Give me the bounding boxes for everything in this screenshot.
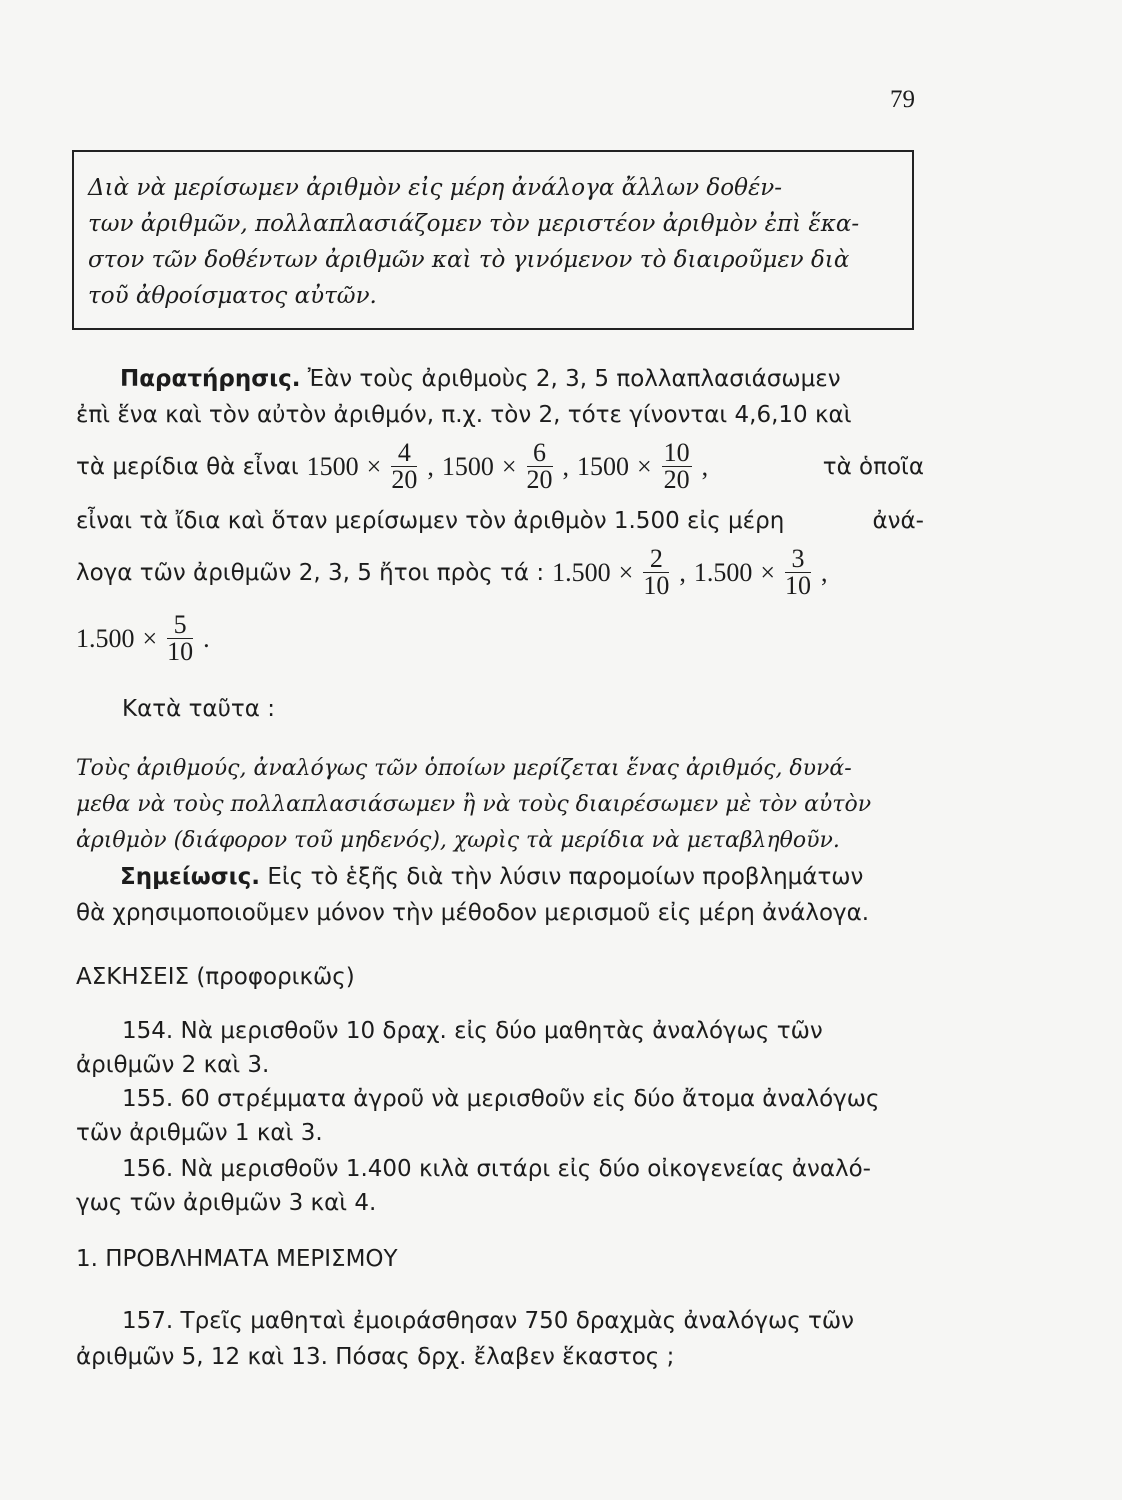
remark-text: ἀνά- <box>872 508 924 534</box>
conclusion-line: ἀριθμὸν (διάφορον τοῦ μηδενός), χωρὶς τὰ μερίδια νὰ μεταβληθοῦν. <box>76 828 840 853</box>
fraction-whole: 1.500 <box>76 623 135 653</box>
problem-item: 157. Τρεῖς μαθηταὶ ἐμοιράσθησαν 750 δραχμὰς ἀναλόγως τῶν <box>122 1308 854 1334</box>
remark-line-5 <box>76 546 828 599</box>
remark-line-3 <box>76 440 924 493</box>
remark-text: εἶναι τὰ ἴδια καὶ ὅταν μερίσωμεν τὸν ἀριθμὸν 1.500 εἰς μέρη <box>76 508 785 534</box>
fraction-whole: 1500 <box>306 451 359 481</box>
remark-line-2 <box>76 402 924 428</box>
problem-item-cont: ἀριθμῶν 5, 12 καὶ 13. Πόσας δρχ. ἔλαβεν ἕκαστος ; <box>76 1344 675 1370</box>
note-line-1 <box>76 864 924 890</box>
note-line-2: θὰ χρησιμοποιοῦμεν μόνον τὴν μέθοδον μερισμοῦ εἰς μέρη ἀνάλογα. <box>76 900 870 926</box>
fraction: $\frac{10}{20}$ <box>663 438 690 494</box>
fraction: $\frac{6}{20}$ <box>526 438 553 494</box>
problems-heading: 1. ΠΡΟΒΛΗΜΑΤΑ ΜΕΡΙΣΜΟΥ <box>76 1246 398 1272</box>
note-text: Εἰς τὸ ἑξῆς διὰ τὴν λύσιν παρομοίων προβλημάτων <box>267 864 864 890</box>
fraction-row: λογα τῶν ἀριθμῶν 2, 3, 5 ἤτοι πρὸς τά : 1.500 × $\frac{2}{10}$ , 1.500 × $\frac{3}{10}$ , <box>76 544 828 600</box>
fraction: $\frac{3}{10}$ <box>785 544 811 600</box>
exercise-item-cont: γως τῶν ἀριθμῶν 3 καὶ 4. <box>76 1190 377 1216</box>
fraction-whole: 1500 <box>577 451 629 481</box>
exercise-item: 156. Νὰ μερισθοῦν 1.400 κιλὰ σιτάρι εἰς δύο οἰκογενείας ἀναλό- <box>122 1156 871 1182</box>
rule-line: στον τῶν δοθέντων ἀριθμῶν καὶ τὸ γινόμενον τὸ διαιροῦμεν διὰ <box>88 247 850 273</box>
remark-text: τὰ ὁποῖα <box>822 453 924 480</box>
exercise-item: 155. 60 στρέμματα ἀγροῦ νὰ μερισθοῦν εἰς δύο ἄτομα ἀναλόγως <box>122 1086 880 1112</box>
remark-line-1 <box>76 366 924 392</box>
remark-line-4 <box>76 508 924 534</box>
fraction-whole: 1.500 <box>693 557 753 587</box>
rule-box <box>72 150 914 330</box>
remark-text: Ἐὰν τοὺς ἀριθμοὺς 2, 3, 5 πολλαπλασιάσωμεν <box>307 366 841 392</box>
remark-label: Παρατήρησις. <box>120 366 301 392</box>
rule-line: Διὰ νὰ μερίσωμεν ἀριθμὸν εἰς μέρη ἀνάλογα ἄλλων δοθέν- <box>88 175 783 201</box>
rule-line: τοῦ ἀθροίσματος αὐτῶν. <box>88 283 377 309</box>
rule-line: των ἀριθμῶν, πολλαπλασιάζομεν τὸν μεριστέον ἀριθμὸν ἐπὶ ἕκα- <box>88 211 860 237</box>
remark-text: τὰ μερίδια θὰ εἶναι <box>76 453 299 480</box>
page-number: 79 <box>890 86 915 113</box>
exercises-heading: ΑΣΚΗΣΕΙΣ (προφορικῶς) <box>76 964 355 990</box>
exercise-item: 154. Νὰ μερισθοῦν 10 δραχ. εἰς δύο μαθητὰς ἀναλόγως τῶν <box>122 1018 823 1044</box>
fraction-whole: 1.500 <box>552 557 611 587</box>
conclusion-line: μεθα νὰ τοὺς πολλαπλασιάσωμεν ἢ νὰ τοὺς διαιρέσωμεν μὲ τὸν αὐτὸν <box>76 792 872 817</box>
fraction-whole: 1500 <box>441 451 494 481</box>
fraction-row: τὰ μερίδια θὰ εἶναι 1500 × $\frac{4}{20}$ , 1500 × $\frac{6}{20}$ , 1500 × $\frac{10}{20}$ , <box>76 438 709 494</box>
remark-line-6 <box>76 612 210 665</box>
fraction-row: 1.500 × $\frac{5}{10}$ . <box>76 610 210 666</box>
remark-text: λογα τῶν ἀριθμῶν 2, 3, 5 ἤτοι πρὸς τά : <box>76 559 545 586</box>
note-label: Σημείωσις. <box>120 864 261 890</box>
remark-text: ἐπὶ ἕνα καὶ τὸν αὐτὸν ἀριθμόν, π.χ. τὸν 2, τότε γίνονται 4,6,10 καὶ <box>76 402 852 428</box>
fraction: $\frac{5}{10}$ <box>167 610 194 666</box>
fraction: $\frac{2}{10}$ <box>643 544 670 600</box>
conclusion-line: Τοὺς ἀριθμούς, ἀναλόγως τῶν ὁποίων μερίζεται ἕνας ἀριθμός, δυνά- <box>76 756 852 781</box>
therefore-heading: Κατὰ ταῦτα : <box>122 696 275 722</box>
exercise-item-cont: τῶν ἀριθμῶν 1 καὶ 3. <box>76 1120 323 1146</box>
exercise-item-cont: ἀριθμῶν 2 καὶ 3. <box>76 1052 270 1078</box>
fraction: $\frac{4}{20}$ <box>391 438 418 494</box>
